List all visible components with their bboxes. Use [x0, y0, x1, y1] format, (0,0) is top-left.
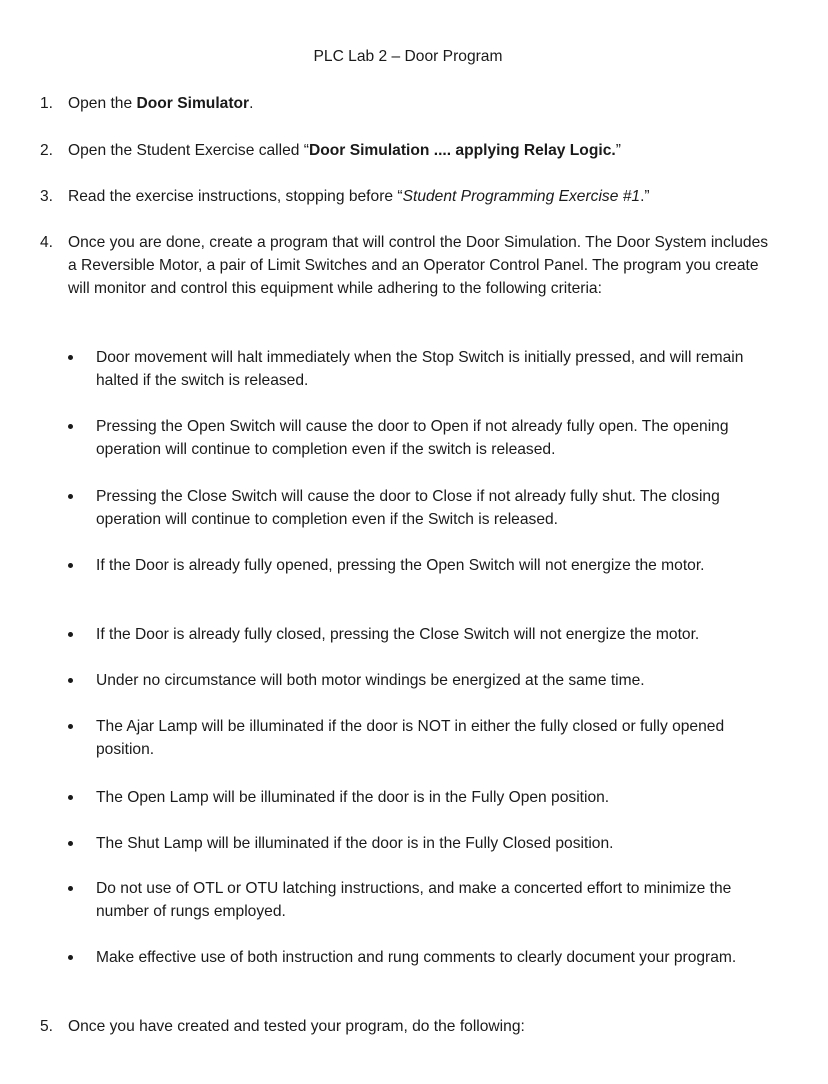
step-number: 4. — [40, 234, 54, 251]
bullet-icon — [68, 494, 73, 499]
criteria-text: Do not use of OTL or OTU latching instructions, and make a concerted effort to minimize the number of rungs employed. — [96, 880, 732, 920]
bullet-icon — [68, 678, 73, 683]
bullet-icon — [68, 795, 73, 800]
criteria-text: Pressing the Open Switch will cause the door to Open if not already fully open. The opening operation will continue to completion even if the switch is released. — [96, 418, 729, 458]
step-text-plain: Open the — [68, 95, 137, 112]
step-number: 5. — [40, 1018, 54, 1035]
criteria-text: The Ajar Lamp will be illuminated if the door is NOT in either the fully closed or fully opened position. — [96, 718, 725, 758]
criteria-text: Door movement will halt immediately when the Stop Switch is initially pressed, and will remain halted if the switch is released. — [96, 349, 744, 389]
step-number: 2. — [40, 142, 54, 159]
bullet-icon — [68, 955, 73, 960]
step-text-bold: Door Simulator — [136, 95, 250, 112]
step-text-italic: Student Programming Exercise #1 — [402, 188, 641, 205]
step-text: Once you are done, create a program that will control the Door Simulation. The Door System includes a Reversible Motor, a pair of Limit Switches and an Operator Control Panel. The program you create will monitor and control this equipment while adhering to the following criteria: — [68, 234, 769, 297]
criteria-text: Under no circumstance will both motor windings be energized at the same time. — [96, 672, 645, 689]
step-text-plain: . — [249, 95, 254, 112]
step-number: 3. — [40, 188, 54, 205]
step-text-bold: Door Simulation .... applying Relay Logic. — [308, 142, 616, 159]
bullet-icon — [68, 632, 73, 637]
criteria-text: The Open Lamp will be illuminated if the door is in the Fully Open position. — [96, 789, 610, 806]
step-text: Once you have created and tested your program, do the following: — [68, 1018, 525, 1035]
criteria-text: If the Door is already fully closed, pressing the Close Switch will not energize the motor. — [96, 626, 700, 643]
step-text-plain: ” — [615, 142, 621, 159]
bullet-icon — [68, 841, 73, 846]
criteria-text: The Shut Lamp will be illuminated if the door is in the Fully Closed position. — [96, 835, 614, 852]
step-text — [68, 139, 780, 162]
step-text-plain: Open the Student Exercise called “ — [68, 142, 309, 159]
step-text — [68, 92, 780, 115]
bullet-icon — [68, 355, 73, 360]
bullet-icon — [68, 424, 73, 429]
bullet-icon — [68, 563, 73, 568]
step-text — [68, 185, 780, 208]
step-text-plain: Read the exercise instructions, stopping before “ — [68, 188, 403, 205]
criteria-text: Pressing the Close Switch will cause the door to Close if not already fully shut. The closing operation will continue to completion even if the Switch is released. — [96, 488, 720, 528]
criteria-text: If the Door is already fully opened, pressing the Open Switch will not energize the motor. — [96, 557, 705, 574]
document-title: PLC Lab 2 – Door Program — [313, 48, 503, 65]
criteria-text: Make effective use of both instruction and rung comments to clearly document your program. — [96, 949, 737, 966]
step-number: 1. — [40, 95, 54, 112]
bullet-icon — [68, 724, 73, 729]
bullet-icon — [68, 886, 73, 891]
step-text-plain: .” — [640, 188, 650, 205]
